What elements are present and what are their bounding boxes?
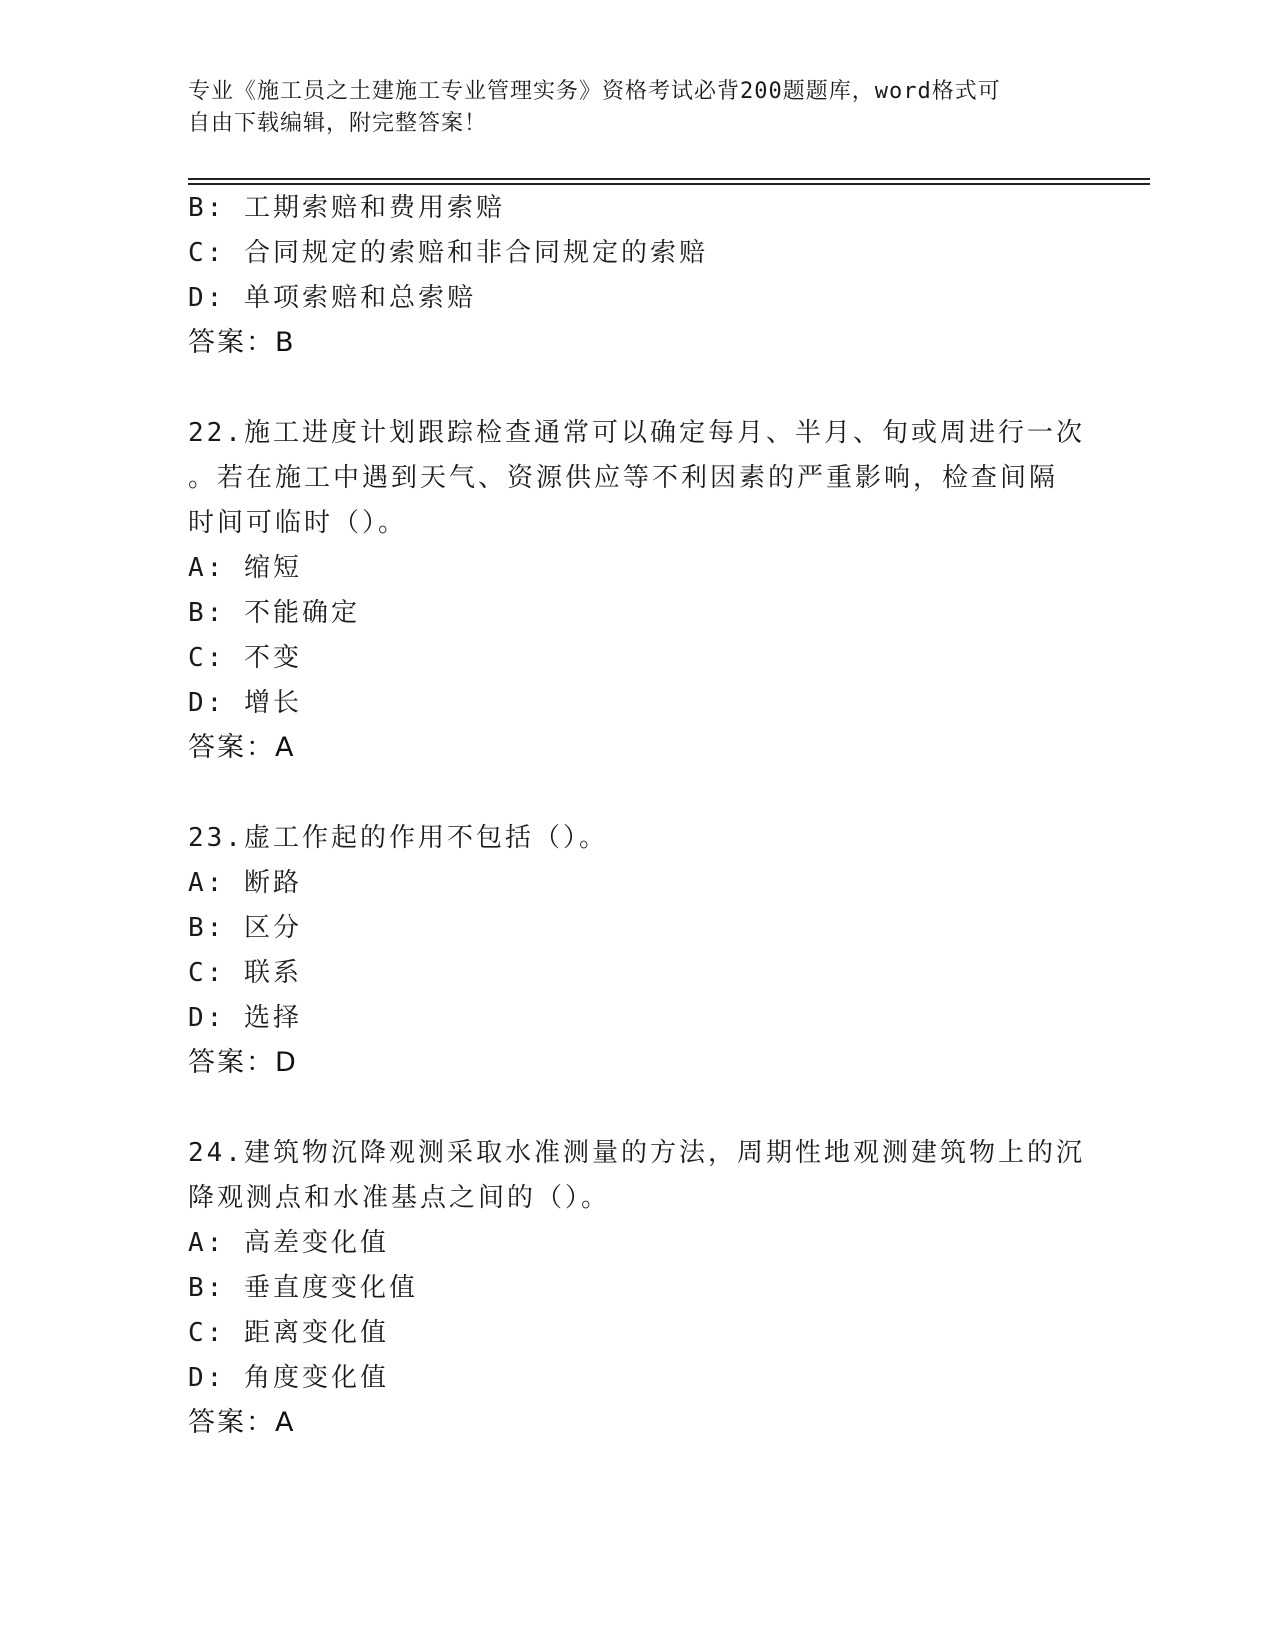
q22-stem-line-1: 22.施工进度计划跟踪检查通常可以确定每月、半月、旬或周进行一次 (188, 418, 1085, 448)
q23-stem-line-1: 23.虚工作起的作用不包括（）。 (188, 823, 608, 853)
q23-option-c: C: 联系 (188, 958, 302, 988)
q22-answer: 答案：A (188, 732, 296, 763)
document-header (188, 76, 1068, 140)
q23-option-d: D: 选择 (188, 1003, 302, 1033)
header-rule-top (188, 178, 1150, 180)
q23-option-b: B: 区分 (188, 913, 302, 943)
q21-option-d: D: 单项索赔和总索赔 (188, 283, 476, 313)
q24-option-c: C: 距离变化值 (188, 1318, 389, 1348)
q22-option-c: C: 不变 (188, 643, 302, 673)
header-rule-bottom (188, 183, 1150, 185)
q22-stem-line-2: 。若在施工中遇到天气、资源供应等不利因素的严重影响，检查间隔 (188, 463, 1059, 493)
q21-answer: 答案：B (188, 327, 296, 358)
q24-option-a: A: 高差变化值 (188, 1228, 389, 1258)
q24-answer: 答案：A (188, 1407, 296, 1438)
q22-option-d: D: 增长 (188, 688, 302, 718)
q23-option-a: A: 断路 (188, 868, 302, 898)
q21-option-b: B: 工期索赔和费用索赔 (188, 193, 505, 223)
q23-answer: 答案：D (188, 1047, 298, 1078)
header-line-2: 自由下载编辑，附完整答案！ (188, 111, 488, 136)
q24-stem-line-2: 降观测点和水准基点之间的（）。 (188, 1183, 611, 1213)
q21-option-c: C: 合同规定的索赔和非合同规定的索赔 (188, 238, 708, 268)
q24-option-d: D: 角度变化值 (188, 1363, 389, 1393)
q22-stem-line-3: 时间可临时（）。 (188, 508, 408, 538)
q24-option-b: B: 垂直度变化值 (188, 1273, 418, 1303)
header-line-1: 专业《施工员之土建施工专业管理实务》资格考试必背200题题库，word格式可 (188, 79, 1001, 104)
q22-option-a: A: 缩短 (188, 553, 302, 583)
q24-stem-line-1: 24.建筑物沉降观测采取水准测量的方法，周期性地观测建筑物上的沉 (188, 1138, 1085, 1168)
q22-option-b: B: 不能确定 (188, 598, 360, 628)
